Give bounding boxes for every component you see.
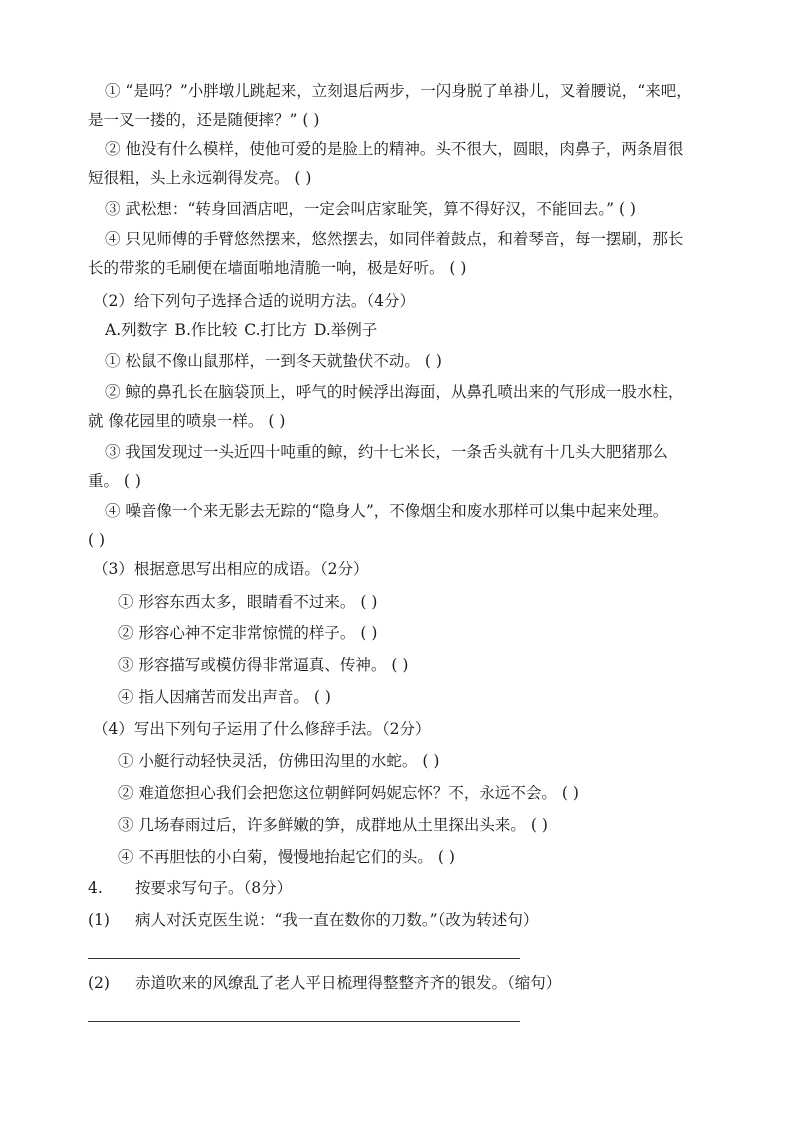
q4-number: 4. — [88, 879, 103, 897]
s4-item3: ③ 几场春雨过后，许多鲜嫩的笋，成群地从土里探出头来。 ( ) — [118, 816, 548, 834]
s1-item4-line2: 长的带浆的毛刷便在墙面啪地清脆一响，极是好听。 ( ) — [88, 259, 467, 277]
q4-item2-number: (2) — [88, 974, 110, 992]
s2-item1-line1: ① 松鼠不像山鼠那样，一到冬天就蛰伏不动。 ( ) — [105, 352, 442, 370]
s4-heading: （4）写出下列句子运用了什么修辞手法。（2分） — [93, 720, 431, 738]
q4-item2-text: 赤道吹来的风缭乱了老人平日梳理得整整齐齐的银发。（缩句） — [135, 974, 562, 992]
s1-item1-line1: ① “是吗？”小胖墩儿跳起来，立刻退后两步，一闪身脱了单褂儿，叉着腰说，“来吧， — [105, 82, 692, 100]
s4-item1: ① 小艇行动轻快灵活，仿佛田沟里的水蛇。 ( ) — [118, 752, 440, 770]
q4-heading: 按要求写句子。（8分） — [135, 879, 293, 897]
s2-item3-line1: ③ 我国发现过一头近四十吨重的鲸，约十七米长，一条舌头就有十几头大肥猪那么 — [105, 443, 668, 461]
s3-heading: （3）根据意思写出相应的成语。（2分） — [93, 560, 369, 578]
s1-item1-line2: 是一叉一搂的，还是随便摔？” ( ) — [88, 111, 320, 129]
s4-item4: ④ 不再胆怯的小白菊，慢慢地抬起它们的头。 ( ) — [118, 848, 455, 866]
s2-heading: （2）给下列句子选择合适的说明方法。（4分） — [93, 292, 415, 310]
s3-item4: ④ 指人因痛苦而发出声音。 ( ) — [118, 688, 331, 706]
s2-item4-line1: ④ 噪音像一个来无影去无踪的“隐身人”，不像烟尘和废水那样可以集中起来处理。 — [105, 502, 669, 520]
s1-item2-line1: ② 他没有什么模样，使他可爱的是脸上的精神。头不很大，圆眼，肉鼻子，两条眉很 — [105, 140, 684, 158]
s4-item2: ② 难道您担心我们会把您这位朝鲜阿妈妮忘怀？不，永远不会。 ( ) — [118, 784, 579, 802]
s2-item2-line1: ② 鲸的鼻孔长在脑袋顶上，呼气的时候浮出海面，从鼻孔喷出来的气形成一股水柱， — [105, 383, 684, 401]
s2-item3-line2: 重。 ( ) — [88, 472, 141, 490]
s1-item3-line1: ③ 武松想：“转身回酒店吧，一定会叫店家耻笑，算不得好汉，不能回去。” ( ) — [105, 200, 636, 218]
s2-item4-line2: ( ) — [88, 531, 106, 549]
s3-item3: ③ 形容描写或模仿得非常逼真、传神。 ( ) — [118, 656, 409, 674]
s2-options: A.列数字 B.作比较 C.打比方 D.举例子 — [105, 321, 378, 339]
q4-item1-answer-line[interactable] — [88, 958, 520, 959]
q4-item1-row — [88, 910, 538, 930]
s1-item4-line1: ④ 只见师傅的手臂悠然摆来，悠然摆去，如同伴着鼓点，和着琴音，每一摆刷，那长 — [105, 230, 684, 248]
s2-item2-line2: 就 像花园里的喷泉一样。 ( ) — [88, 412, 286, 430]
q4-item1-text: 病人对沃克医生说：“我一直在数你的刀数。”（改为转述句） — [135, 911, 539, 929]
s3-item1: ① 形容东西太多，眼睛看不过来。 ( ) — [118, 593, 378, 611]
q4-item1-number: (1) — [88, 911, 110, 929]
s3-item2: ② 形容心神不定非常惊慌的样子。 ( ) — [118, 624, 378, 642]
q4-item2-answer-line[interactable] — [88, 1021, 520, 1022]
q4-item2-row — [88, 973, 561, 993]
s1-item2-line2: 短很粗，头上永远剃得发亮。 ( ) — [88, 169, 312, 187]
q4-heading-row — [88, 878, 292, 898]
